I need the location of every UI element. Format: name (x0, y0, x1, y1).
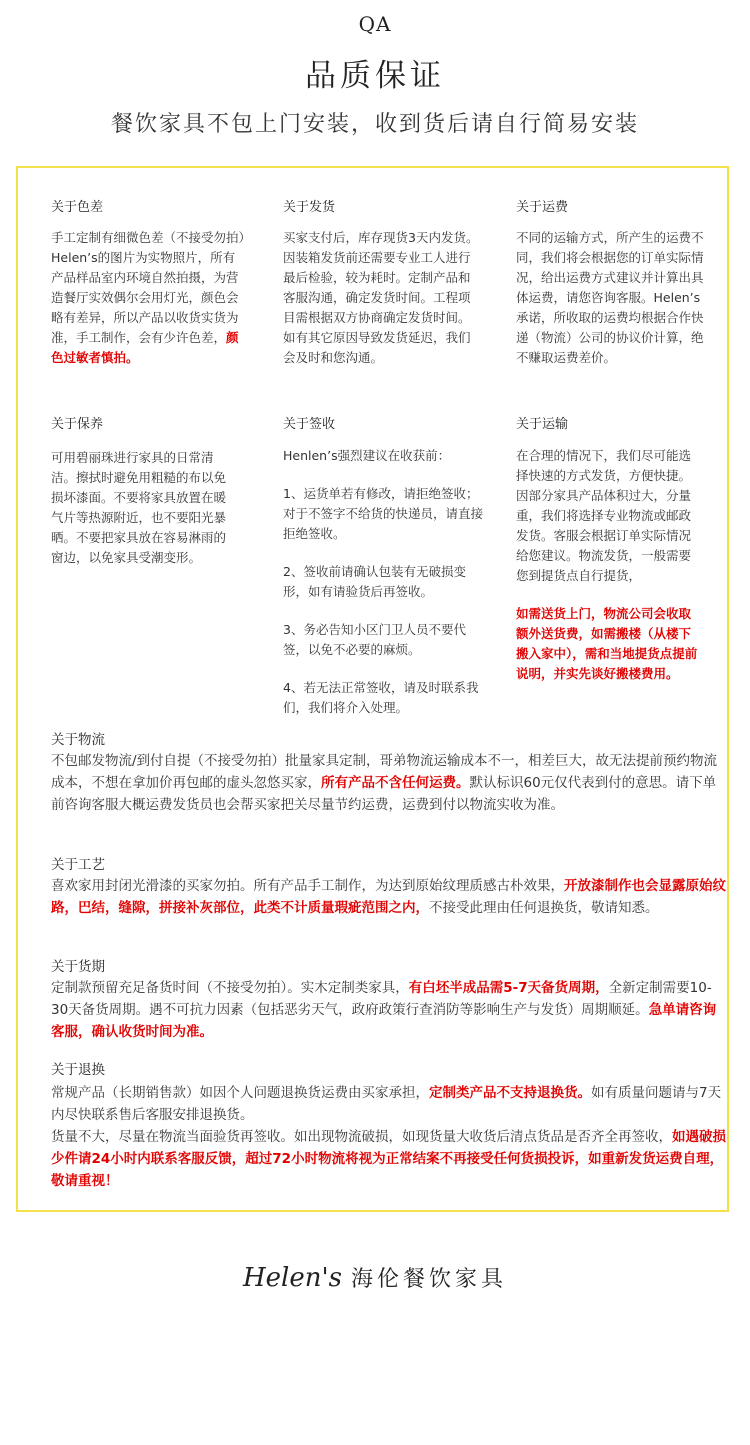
care-title: 关于保养 (51, 417, 104, 432)
delivery-body: 定制款预留充足备货时间（不接受勿拍）。实木定制类家具，有白坯半成品需5-7天备货周期，全新定制需要10-30天备货周期。遇不可抗力因素（包括恶劣天气，政府政策行查消防等影响生产与发货）周期顺延。急单请咨询客服，确认收货时间为准。 (51, 980, 717, 1040)
color-diff-warning: 颜色过敏者慎拍。 (51, 330, 239, 365)
delivery-warning-1: 有白坯半成品需5-7天备货周期， (408, 980, 609, 996)
care-body: 可用碧丽珠进行家具的日常清洁。擦拭时避免用粗糙的布以免损坏漆面。不要将家具放置在暖气片等热源附近，也不要阳光暴晒。不要把家具放在容易淋雨的窗边，以免家具受潮变形。 (51, 450, 227, 565)
transport-title: 关于运输 (516, 417, 569, 432)
logo-chinese-name: 海伦餐饮家具 (351, 1267, 508, 1292)
freight-body: 不同的运输方式，所产生的运费不同，我们将会根据您的订单实际情况，给出运费方式建议并计算出具体运费，请您咨询客服。Helen’s承诺，所收取的运费均根据合作快递（物流）公司的协议价计算，绝不赚取运费差价。 (516, 230, 704, 365)
brand-logo (0, 1262, 750, 1322)
qa-heading: QA (358, 12, 392, 36)
page-subtitle: 餐饮家具不包上门安装，收到货后请自行简易安装 (110, 112, 639, 137)
sign-point-2: 2、签收前请确认包装有无破损变形，如有请验货后再签收。 (283, 564, 466, 599)
sign-intro: Henlen’s强烈建议在收获前： (283, 448, 451, 463)
sign-point-3: 3、务必告知小区门卫人员不要代签，以免不必要的麻烦。 (283, 622, 466, 657)
craft-warning: 开放漆制作也会显露原始纹路，巴结，缝隙，拼接补灰部位，此类不计质量瑕疵范围之内， (51, 878, 726, 916)
sign-body (283, 446, 483, 718)
color-diff-title: 关于色差 (51, 200, 104, 215)
logistics-warning: 所有产品不含任何运费。 (321, 775, 470, 791)
transport-body (516, 446, 702, 684)
delivery-title: 关于货期 (51, 959, 105, 975)
logistics-body: 不包邮发物流/到付自提（不接受勿拍）批量家具定制，哥弟物流运输成本不一，相差巨大，故无法提前预约物流成本，不想在拿加价再包邮的虚头忽悠买家，所有产品不含任何运费。默认标识60元仅代表到付的意思。请下单前咨询客服大概运费发货员也会帮买家把关尽量节约运费，运费到付以物流实收为准。 (51, 753, 718, 813)
logo-script-mark: Helen's (242, 1262, 342, 1293)
page-title: 品质保证 (305, 58, 445, 94)
sign-title: 关于签收 (283, 417, 336, 432)
craft-body: 喜欢家用封闭光滑漆的买家勿拍。所有产品手工制作，为达到原始纹理质感古朴效果，开放漆制作也会显露原始纹路，巴结，缝隙，拼接补灰部位，此类不计质量瑕疵范围之内，不接受此理由任何退换货，敬请知悉。 (51, 878, 726, 916)
transport-detail: 因部分家具产品体积过大，分量重，我们将选择专业物流或邮政发货。客服会根据订单实际情况给您建议。物流发货，一般需要您到提货点自行提货， (516, 488, 692, 583)
returns-title: 关于退换 (51, 1062, 105, 1078)
returns-warning-2: 如遇破损少件请24小时内联系客服反馈，超过72小时物流将视为正常结案不再接受任何货损投诉，如重新发货运费自理，敬请重视！ (51, 1129, 726, 1189)
shipping-body: 买家支付后，库存现货3天内发货。因装箱发货前还需要专业工人进行最后检验，较为耗时。定制产品和客服沟通，确定发货时间。工程项目需根据双方协商确定发货时间。如有其它原因导致发货延迟，我们会及时和您沟通。 (283, 230, 479, 365)
delivery-warning-2: 急单请咨询客服，确认收货时间为准。 (51, 1002, 717, 1040)
color-diff-body: 手工定制有细微色差（不接受勿拍）Helen’s的图片为实物照片，所有产品样品室内环境自然拍摄，为营造餐厅实效偶尔会用灯光，颜色会略有差异，所以产品以收货实货为准，手工制作，会有少许色差，颜色过敏者慎拍。 (51, 230, 245, 365)
logistics-title: 关于物流 (51, 732, 105, 748)
sign-point-4: 4、若无法正常签收，请及时联系我们，我们将介入处理。 (283, 680, 479, 715)
shipping-title: 关于发货 (283, 200, 336, 215)
sign-point-1: 1、运货单若有修改，请拒绝签收；对于不签字不给货的快递员，请直接拒绝签收。 (283, 486, 484, 541)
returns-body: 常规产品（长期销售款）如因个人问题退换货运费由买家承担，定制类产品不支持退换货。如有质量问题请与7天内尽快联系售后客服安排退换货。 货量不大，尽量在物流当面验货再签收。如出现物流破损，如现货量大收货后清点货品是否齐全再签收，如遇破损少件请24小时内联系客服反馈，超过72小时物流将视为正常结案不再接受任何货损投诉，如重新发货运费自理，敬请重视！ (51, 1085, 726, 1189)
transport-intro: 在合理的情况下，我们尽可能选择快速的方式发货，方便快捷。 (516, 448, 692, 483)
freight-title: 关于运费 (516, 200, 569, 215)
craft-title: 关于工艺 (51, 857, 105, 873)
returns-warning-1: 定制类产品不支持退换货。 (429, 1085, 591, 1101)
transport-warning: 如需送货上门，物流公司会收取额外送货费，如需搬楼（从楼下搬入家中），需和当地提货点提前说明，并实先谈好搬楼费用。 (516, 606, 698, 681)
